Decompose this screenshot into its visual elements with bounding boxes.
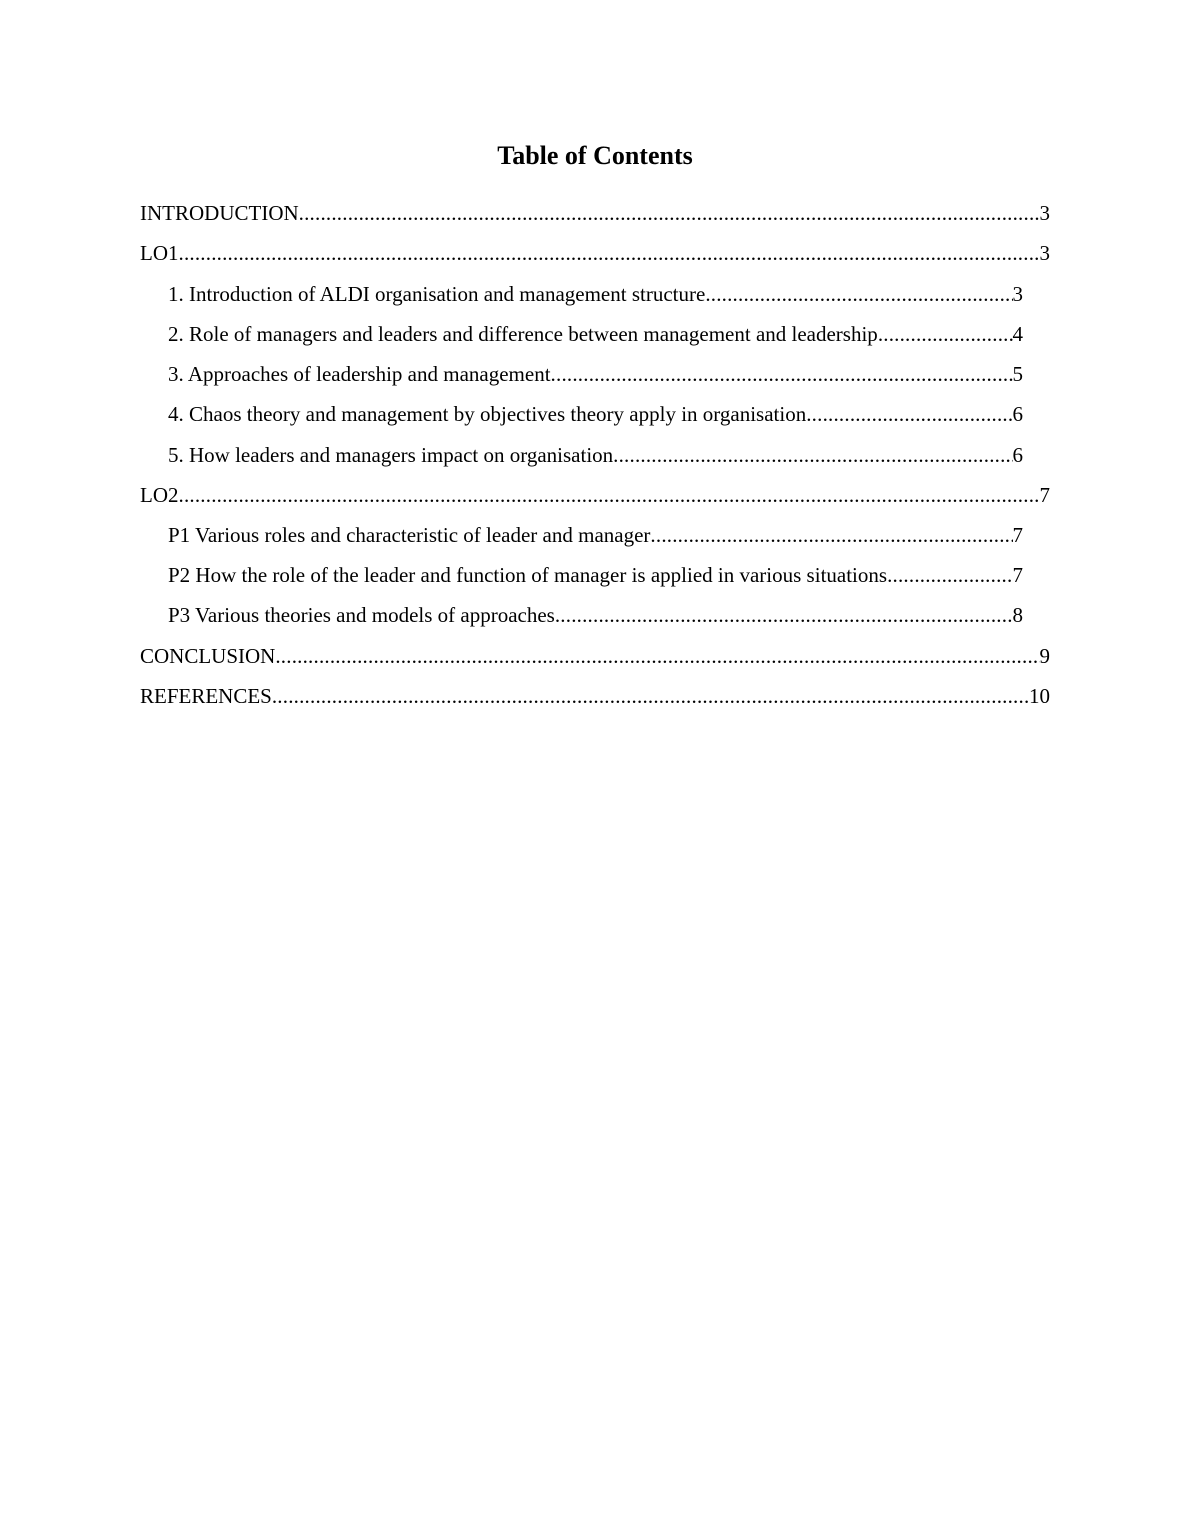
toc-entry-label: REFERENCES [140,684,272,708]
toc-entry-page: 9 [1039,644,1050,668]
toc-entry-label: 3. Approaches of leadership and management [168,362,551,386]
toc-dot-leader [179,482,1040,508]
toc-entry-page: 6 [1012,443,1023,467]
toc-entry-label: 2. Role of managers and leaders and difference between management and leadership [168,322,878,346]
toc-entry-label: 1. Introduction of ALDI organisation and management structure [168,282,706,306]
toc-entry-page: 4 [1012,322,1023,346]
toc-entry-page: 7 [1012,563,1023,587]
toc-entry-label: INTRODUCTION [140,201,299,225]
toc-entry-page: 3 [1039,241,1050,265]
toc-entry-lo1-4[interactable] [168,401,1023,427]
toc-entry-lo1-2[interactable] [168,321,1023,347]
toc-entry-page: 7 [1039,483,1050,507]
toc-entry-references[interactable] [140,683,1050,709]
toc-entry-label: P1 Various roles and characteristic of leader and manager [168,523,651,547]
toc-entry-introduction[interactable] [140,200,1050,226]
toc-entry-conclusion[interactable] [140,643,1050,669]
toc-dot-leader [705,281,1012,307]
toc-title: Table of Contents [497,141,693,170]
toc-dot-leader [275,643,1039,669]
toc-entry-page: 7 [1012,523,1023,547]
toc-entry-lo1[interactable] [140,240,1050,266]
toc-entry-lo2-p3[interactable] [168,602,1023,628]
toc-entry-page: 3 [1039,201,1050,225]
toc-entry-page: 8 [1012,603,1023,627]
toc-entry-label: P2 How the role of the leader and function of manager is applied in various situations [168,563,888,587]
toc-entry-label: 4. Chaos theory and management by objectives theory apply in organisation [168,402,807,426]
toc-dot-leader [650,522,1012,548]
toc-dot-leader [878,321,1013,347]
toc-dot-leader [551,361,1013,387]
toc-entry-label: LO1 [140,241,179,265]
toc-entry-page: 6 [1012,402,1023,426]
toc-entry-page: 5 [1012,362,1023,386]
toc-dot-leader [299,200,1040,226]
toc-entry-page: 3 [1012,282,1023,306]
toc-entry-lo2-p2[interactable] [168,562,1023,588]
toc-entry-page: 10 [1029,684,1050,708]
toc-dot-leader [555,602,1013,628]
toc-entry-label: CONCLUSION [140,644,276,668]
toc-dot-leader [272,683,1029,709]
toc-entry-label: LO2 [140,483,179,507]
toc-entry-lo1-5[interactable] [168,442,1023,468]
toc-entry-label: P3 Various theories and models of approaches [168,603,555,627]
toc-entry-lo2-p1[interactable] [168,522,1023,548]
toc-entry-lo2[interactable] [140,482,1050,508]
toc-entry-lo1-3[interactable] [168,361,1023,387]
toc-dot-leader [806,401,1012,427]
toc-dot-leader [613,442,1012,468]
toc-dot-leader [887,562,1012,588]
toc-entry-lo1-1[interactable] [168,281,1023,307]
toc-entry-label: 5. How leaders and managers impact on organisation [168,443,614,467]
toc-dot-leader [179,240,1040,266]
